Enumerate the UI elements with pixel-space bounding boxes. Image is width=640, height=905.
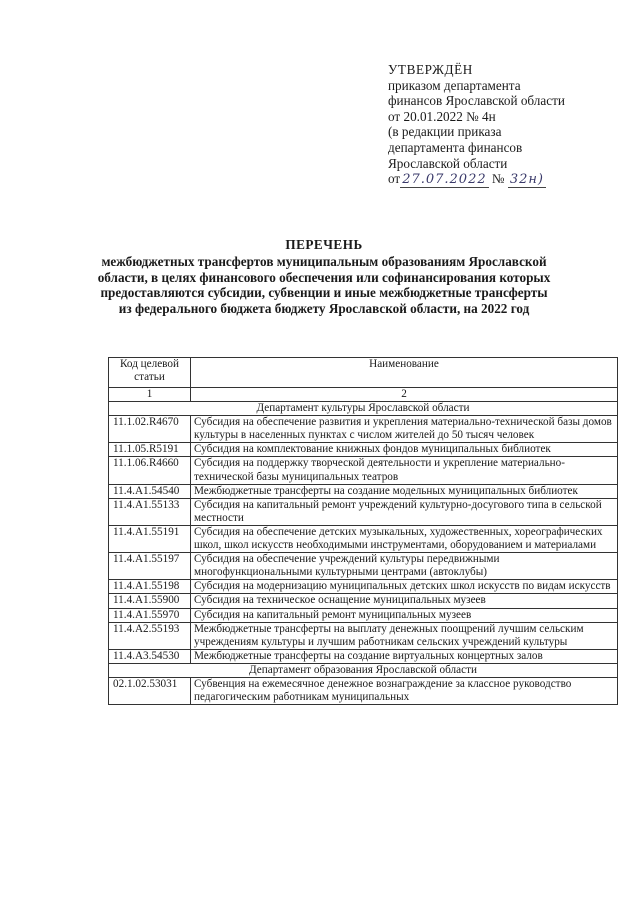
column-number: 2 — [191, 388, 618, 402]
target-article-code: 11.4.A1.55900 — [109, 594, 191, 608]
transfers-table — [108, 357, 618, 705]
transfer-name: Субсидия на поддержку творческой деятельности и укрепление материально-технической базы муниципальных театров — [191, 457, 618, 484]
approval-line: финансов Ярославской области — [388, 93, 565, 109]
table-row — [109, 457, 618, 484]
transfer-name: Межбюджетные трансферты на создание виртуальных концертных залов — [191, 649, 618, 663]
target-article-code: 11.4.A1.55198 — [109, 580, 191, 594]
transfer-name: Субсидия на капитальный ремонт учреждений культурно-досугового типа в сельской местности — [191, 498, 618, 525]
approval-line: Ярославской области — [388, 155, 508, 171]
approval-line: департамента финансов — [388, 139, 523, 155]
transfer-name: Субсидия на обеспечение детских музыкальных, художественных, хореографических школ, школ искусств необходимыми инструментами, оборудованием и материалами — [191, 525, 618, 552]
target-article-code: 11.4.A1.54540 — [109, 484, 191, 498]
approval-line: от 20.01.2022 № 4н — [388, 108, 496, 124]
transfer-name: Субсидия на обеспечение развития и укрепления материально-технической базы домов культуры в населенных пунктах с числом жителей до 50 тысяч человек — [191, 416, 618, 443]
transfer-name: Субсидия на комплектование книжных фондов муниципальных библиотек — [191, 443, 618, 457]
table-row — [109, 580, 618, 594]
table-row — [109, 649, 618, 663]
transfer-name: Субсидия на техническое оснащение муниципальных музеев — [191, 594, 618, 608]
approval-heading: УТВЕРЖДЁН — [388, 62, 473, 77]
target-article-code: 11.1.02.R4670 — [109, 416, 191, 443]
handwritten-date: 27.07.2022 — [402, 172, 487, 188]
table-row — [109, 484, 618, 498]
target-article-code: 11.4.A1.55970 — [109, 608, 191, 622]
approval-block — [388, 62, 628, 188]
table-row — [109, 443, 618, 457]
table-row — [109, 553, 618, 580]
department-row — [109, 402, 618, 416]
header-code: Код целевой статьи — [109, 358, 191, 388]
header-name: Наименование — [191, 358, 618, 388]
transfer-name: Субвенция на ежемесячное денежное вознаграждение за классное руководство педагогическим работникам муниципальных — [191, 677, 618, 704]
transfer-name: Субсидия на обеспечение учреждений культуры передвижными многофункциональными культурными центрами (автоклубы) — [191, 553, 618, 580]
table-row — [109, 594, 618, 608]
target-article-code: 02.1.02.53031 — [109, 677, 191, 704]
column-number-row — [109, 388, 618, 402]
approval-line: (в редакции приказа — [388, 124, 502, 140]
target-article-code: 11.1.06.R4660 — [109, 457, 191, 484]
transfer-name: Межбюджетные трансферты на создание модельных муниципальных библиотек — [191, 484, 618, 498]
table-row — [109, 608, 618, 622]
table-row — [109, 677, 618, 704]
table-header-row — [109, 358, 618, 388]
table-row — [109, 525, 618, 552]
target-article-code: 11.4.A1.55133 — [109, 498, 191, 525]
target-article-code: 11.4.A1.55197 — [109, 553, 191, 580]
target-article-code: 11.4.A2.55193 — [109, 622, 191, 649]
document-title — [96, 237, 552, 317]
table-row — [109, 416, 618, 443]
approval-amendment-line — [388, 171, 628, 188]
column-number: 1 — [109, 388, 191, 402]
handwritten-number: 32н) — [509, 172, 544, 188]
table-row — [109, 498, 618, 525]
table-row — [109, 622, 618, 649]
target-article-code: 11.1.05.R5191 — [109, 443, 191, 457]
department-name: Департамент культуры Ярославской области — [109, 402, 618, 416]
target-article-code: 11.4.A3.54530 — [109, 649, 191, 663]
number-sign: № — [491, 171, 505, 187]
transfer-name: Межбюджетные трансферты на выплату денежных поощрений лучшим сельским учреждениям культуры и лучшим работникам сельских учреждений культуры — [191, 622, 618, 649]
title-subtitle: межбюджетных трансфертов муниципальным образованиям Ярославской области, в целях финансового обеспечения или софинансирования которых предоставляются субсидии, субвенции и иные межбюджетные трансферты из федерального бюджета бюджету Ярославской области, на 2022 год — [97, 253, 551, 317]
target-article-code: 11.4.A1.55191 — [109, 525, 191, 552]
department-row — [109, 663, 618, 677]
table-body — [109, 388, 618, 705]
transfer-name: Субсидия на модернизацию муниципальных детских школ искусств по видам искусств — [191, 580, 618, 594]
title-heading: ПЕРЕЧЕНЬ — [285, 237, 363, 252]
amendment-prefix: от — [388, 171, 401, 187]
department-name: Департамент образования Ярославской области — [109, 663, 618, 677]
transfer-name: Субсидия на капитальный ремонт муниципальных музеев — [191, 608, 618, 622]
approval-line: приказом департамента — [388, 77, 521, 93]
